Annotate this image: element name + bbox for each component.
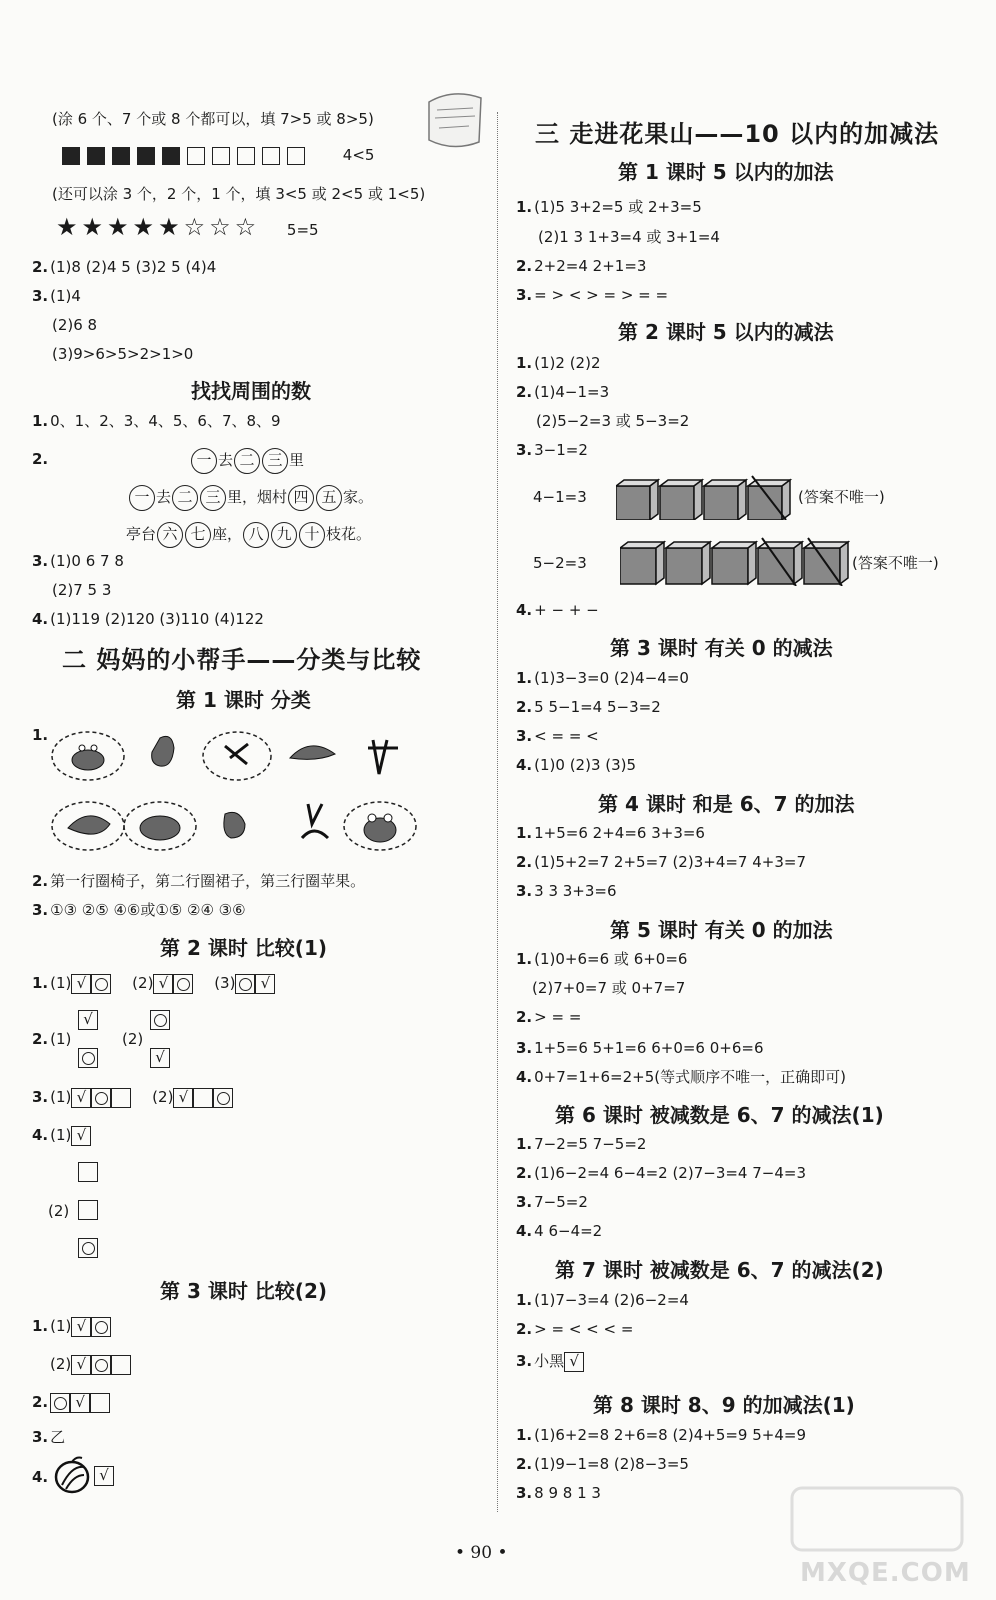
empty-box (193, 1088, 213, 1108)
check-box: √ (173, 1088, 193, 1108)
answer-line: 3. 7−5=2 (516, 1193, 588, 1211)
check-box: √ (70, 1393, 90, 1413)
note-not-unique: (答案不唯一) (798, 488, 885, 506)
filled-square-icon (162, 147, 180, 165)
check-box: √ (564, 1352, 584, 1372)
lesson-title: 第 4 课时 和是 6、7 的加法 (598, 792, 855, 816)
lesson-title: 第 7 课时 被减数是 6、7 的减法(2) (555, 1258, 884, 1282)
answer-line: 1. 1+5=6 2+4=6 3+3=6 (516, 824, 705, 842)
question-part-label: (2) (48, 1202, 70, 1220)
question-number: 4. (32, 1468, 49, 1486)
answer-line: 2. 2+2=4 2+1=3 (516, 257, 647, 275)
page-number: • 90 • (455, 1543, 508, 1563)
answer-line: 1. (1)5 3+2=5 或 2+3=5 (516, 198, 702, 216)
answer-line: (2)1 3 1+3=4 或 3+1=4 (538, 228, 720, 246)
empty-box (78, 1162, 98, 1182)
answer-line: 3. 3 3 3+3=6 (516, 882, 617, 900)
answer-line: (2)5−2=3 或 5−3=2 (536, 412, 690, 430)
lesson-title: 第 1 课时 5 以内的加法 (618, 160, 834, 184)
column-divider (497, 112, 498, 1512)
answer-line: 3. ①③ ②⑤ ④⑥或①⑤ ②④ ③⑥ (32, 901, 246, 919)
answer-line: 3. (1)4 (32, 287, 81, 305)
circle-box (78, 1048, 98, 1068)
check-box: √ (78, 1010, 98, 1030)
answer-line: 3. < = = < (516, 727, 599, 745)
empty-square-icon (262, 147, 280, 165)
check-box: √ (94, 1466, 114, 1486)
check-box: √ (71, 1088, 91, 1108)
answer-line: (2)7 5 3 (52, 581, 112, 599)
unit-2-title: 二 妈妈的小帮手——分类与比较 (62, 646, 422, 674)
answer-line: 3. 1+5=6 5+1=6 6+0=6 0+6=6 (516, 1039, 764, 1057)
compare2-q2: 2. √ (32, 1391, 110, 1413)
answer-line: 1. (1)6+2=8 2+6=8 (2)4+5=9 5+4=9 (516, 1426, 807, 1444)
note-alternatives: (还可以涂 3 个，2 个，1 个，填 3<5 或 2<5 或 1<5) (52, 185, 426, 203)
cube-equation-2: 5−2=3 (533, 554, 587, 572)
check-box: √ (255, 974, 275, 994)
poem-line-3: 亭台 六 七 座， 八 九 十 枝花。 (126, 520, 371, 548)
circle-box (91, 1317, 111, 1337)
section-title-find-numbers: 找找周围的数 (191, 379, 311, 403)
circle-box (173, 974, 193, 994)
empty-box (90, 1393, 110, 1413)
filled-square-icon (137, 147, 155, 165)
answer-line: 3. 3−1=2 (516, 441, 588, 459)
compare-q3: 3. (1) √ (2) √ (32, 1086, 233, 1108)
compare-q1: 1. (1) √ (2) √ (3) √ (32, 972, 275, 994)
lesson-title: 第 1 课时 分类 (176, 688, 311, 712)
question-number: 2. (1) (32, 1030, 72, 1048)
answer-line: 1. (1)7−3=4 (2)6−2=4 (516, 1291, 689, 1309)
check-box: √ (71, 1317, 91, 1337)
circle-box (50, 1393, 70, 1413)
answer-line: 1. (1)0+6=6 或 6+0=6 (516, 950, 688, 968)
lesson-title: 第 8 课时 8、9 的加减法(1) (593, 1393, 855, 1417)
answer-line: 2. (1)8 (2)4 5 (3)2 5 (4)4 (32, 258, 217, 276)
watermark-text: MXQE.COM (800, 1558, 971, 1588)
empty-square-icon (187, 147, 205, 165)
answer-line: 3. 乙 (32, 1428, 66, 1446)
answer-line: 1. 0、1、2、3、4、5、6、7、8、9 (32, 412, 281, 430)
note-coloring: (涂 6 个、7 个或 8 个都可以，填 7>5 或 8>5) (52, 110, 374, 128)
answer-line: (3)9>6>5>2>1>0 (52, 345, 194, 363)
question-number: 2. (32, 450, 49, 468)
empty-star-icons: ☆☆☆ (183, 213, 261, 241)
lesson-title: 第 3 课时 比较(2) (160, 1279, 328, 1303)
answer-line: 4. + − + − (516, 601, 599, 619)
cubes-5-minus-2 (620, 536, 850, 586)
empty-square-icon (212, 147, 230, 165)
answer-line: 2. (1)5+2=7 2+5=7 (2)3+4=7 4+3=7 (516, 853, 807, 871)
check-box: √ (71, 1126, 91, 1146)
circle-box (150, 1010, 170, 1030)
filled-square-icon (112, 147, 130, 165)
fruit-icon (52, 1455, 92, 1495)
answer-line: 3. 小黑 √ (516, 1350, 584, 1372)
empty-square-icon (287, 147, 305, 165)
empty-box (78, 1200, 98, 1220)
answer-line: 1. (1)3−3=0 (2)4−4=0 (516, 669, 689, 687)
answer-line: 3. (1)0 6 7 8 (32, 552, 124, 570)
filled-star-icons: ★★★★★ (56, 213, 184, 241)
answer-line: (2)7+0=7 或 0+7=7 (532, 979, 686, 997)
question-number: 1. (32, 726, 49, 744)
watermark-logo (782, 1480, 977, 1595)
answer-line: 3. = > < > = > = = (516, 286, 669, 304)
answer-line: 4. (1)0 (2)3 (3)5 (516, 756, 637, 774)
stamp-icon (423, 88, 487, 150)
cube-equation-1: 4−1=3 (533, 488, 587, 506)
answer-4lt5: 4<5 (342, 146, 375, 164)
lesson-title: 第 6 课时 被减数是 6、7 的减法(1) (555, 1103, 884, 1127)
circle-box (91, 974, 111, 994)
lesson-title: 第 2 课时 比较(1) (160, 936, 328, 960)
empty-box (111, 1355, 131, 1375)
cubes-4-minus-1 (616, 474, 796, 520)
poem-line-1: 一 去 二 三 里 (190, 446, 304, 474)
compare-q4: 4. (1) √ (32, 1124, 91, 1146)
check-box: √ (71, 1355, 91, 1375)
compare2-q1: 1. (1) √ (32, 1315, 111, 1337)
answer-line: 2. 5 5−1=4 5−3=2 (516, 698, 661, 716)
answer-line: 4. 4 6−4=2 (516, 1222, 603, 1240)
unit-3-title: 三 走进花果山——10 以内的加减法 (535, 120, 940, 148)
square-row (62, 144, 374, 166)
check-box: √ (150, 1048, 170, 1068)
lesson-title: 第 3 课时 有关 0 的减法 (610, 636, 833, 660)
empty-box (111, 1088, 131, 1108)
check-box: √ (71, 974, 91, 994)
answer-line: 2. > = = (516, 1008, 582, 1026)
answer-line: 1. 7−2=5 7−5=2 (516, 1135, 647, 1153)
lesson-title: 第 5 课时 有关 0 的加法 (610, 918, 833, 942)
answer-line: 2. 第一行圈椅子，第二行圈裙子，第三行圈苹果。 (32, 872, 366, 890)
compare2-q1-2: (2) √ (50, 1353, 131, 1375)
circle-box (235, 974, 255, 994)
poem-line-2: 一 去 二 三 里，烟村 四 五 家。 (128, 483, 373, 511)
circle-box (78, 1238, 98, 1258)
lesson-title: 第 2 课时 5 以内的减法 (618, 320, 834, 344)
star-row (56, 213, 319, 241)
filled-square-icon (87, 147, 105, 165)
check-box: √ (153, 974, 173, 994)
answer-line: (2)6 8 (52, 316, 98, 334)
circle-box (91, 1355, 111, 1375)
filled-square-icon (62, 147, 80, 165)
answer-line: 2. > = < < < = (516, 1320, 634, 1338)
answer-line: 4. 0+7=1+6=2+5(等式顺序不唯一，正确即可) (516, 1068, 846, 1086)
answer-line: 2. (1)9−1=8 (2)8−3=5 (516, 1455, 689, 1473)
circle-box (91, 1088, 111, 1108)
answer-line: 4. (1)119 (2)120 (3)110 (4)122 (32, 610, 264, 628)
note-not-unique: (答案不唯一) (852, 554, 939, 572)
animals-classification-illustration (50, 728, 420, 863)
answer-line: 3. 8 9 8 1 3 (516, 1484, 601, 1502)
answer-5eq5: 5=5 (286, 221, 319, 239)
empty-square-icon (237, 147, 255, 165)
question-part-label: (2) (122, 1030, 144, 1048)
circle-box (213, 1088, 233, 1108)
answer-line: 1. (1)2 (2)2 (516, 354, 601, 372)
answer-line: 2. (1)6−2=4 6−4=2 (2)7−3=4 7−4=3 (516, 1164, 807, 1182)
answer-line: 2. (1)4−1=3 (516, 383, 610, 401)
